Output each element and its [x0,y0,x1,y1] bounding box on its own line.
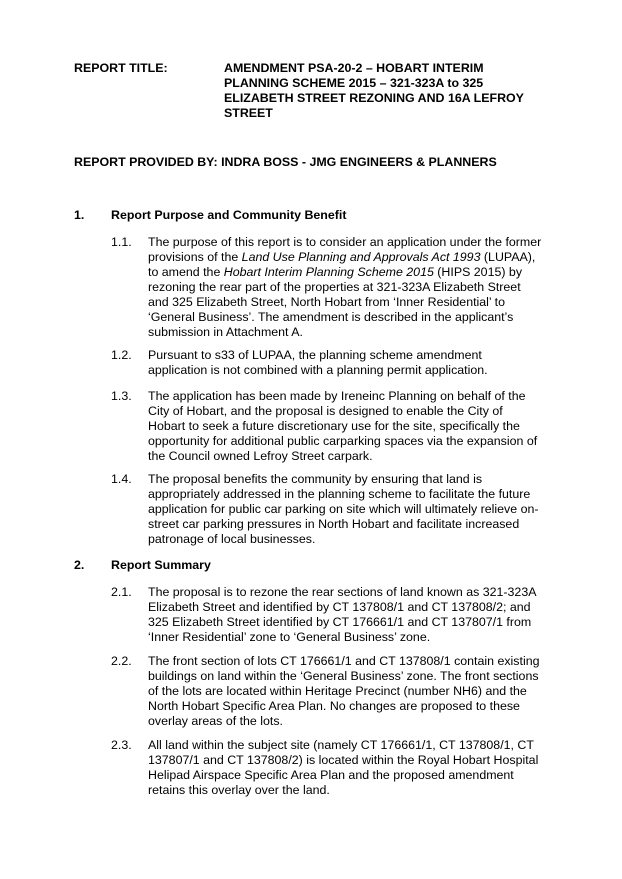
paragraph-text [148,654,560,729]
report-title-line: AMENDMENT PSA-20-2 – HOBART INTERIM [224,61,484,75]
report-provided-by: REPORT PROVIDED BY: INDRA BOSS - JMG ENGINEERS & PLANNERS [74,155,497,169]
paragraph-line: The front section of lots CT 176661/1 and CT 137808/1 contain existing [148,654,540,668]
report-title-line: ELIZABETH STREET REZONING AND 16A LEFROY [224,91,524,105]
paragraph-number: 2.1. [111,585,132,599]
paragraph-line: retains this overlay over the land. [148,783,330,797]
paragraph-line: and 325 Elizabeth Street, North Hobart from ‘Inner Residential’ to [148,295,505,309]
paragraph-line: The purpose of this report is to consider an application under the former [148,235,542,249]
report-title-line: STREET [224,106,273,120]
paragraph-line: The proposal benefits the community by ensuring that land is [148,472,483,486]
paragraph-line: North Hobart Specific Area Plan. No changes are proposed to these [148,699,520,713]
paragraph-line: application for public car parking on site which will ultimately relieve on- [148,502,539,516]
paragraph-line: Hobart to seek a future discretionary use for the site, specifically the [148,419,520,433]
paragraph-number: 2.2. [111,654,132,668]
paragraph-line: application is not combined with a planning permit application. [148,363,488,377]
paragraph-number: 1.1. [111,235,132,249]
paragraph-line: All land within the subject site (namely CT 176661/1, CT 137808/1, CT [148,738,534,752]
paragraph-line: submission in Attachment A. [148,325,303,339]
paragraph-text [148,235,560,340]
paragraph-line: appropriately addressed in the planning scheme to facilitate the future [148,487,531,501]
paragraph-line: of the lots are located within Heritage Precinct (number NH6) and the [148,684,527,698]
section-heading: Report Summary [111,558,211,572]
italic-title: Hobart Interim Planning Scheme 2015 [223,265,434,279]
paragraph-line: The proposal is to rezone the rear sections of land known as 321-323A [148,585,537,599]
paragraph-number: 1.2. [111,348,132,362]
paragraph-line: rezoning the rear part of the properties at 321-323A Elizabeth Street [148,280,521,294]
paragraph-line: Helipad Airspace Specific Area Plan and the proposed amendment [148,768,514,782]
paragraph-line: The application has been made by Ireneinc Planning on behalf of the [148,389,526,403]
paragraph-line: 325 Elizabeth Street identified by CT 176661/1 and CT 137807/1 from [148,615,532,629]
report-title [224,61,524,121]
paragraph-number: 1.4. [111,472,132,486]
paragraph-number: 2.3. [111,738,132,752]
paragraph-line-with-italic: provisions of the Land Use Planning and Approvals Act 1993 (LUPAA), [148,250,536,264]
paragraph-line: Elizabeth Street and identified by CT 137808/1 and CT 137808/2; and [148,600,531,614]
paragraph-line: the Council owned Lefroy Street carpark. [148,449,373,463]
paragraph-line: ‘Inner Residential’ zone to ‘General Business’ zone. [148,630,431,644]
report-title-line: PLANNING SCHEME 2015 – 321-323A to 325 [224,76,484,90]
paragraph-text [148,348,560,378]
paragraph-line: overlay areas of the lots. [148,714,283,728]
paragraph-line: City of Hobart, and the proposal is designed to enable the City of [148,404,503,418]
section-heading: Report Purpose and Community Benefit [111,208,347,222]
report-title-label: REPORT TITLE: [74,61,168,75]
paragraph-line-with-italic: to amend the Hobart Interim Planning Scheme 2015 (HIPS 2015) by [148,265,523,279]
section-number: 1. [74,208,85,222]
paragraph-line: ‘General Business’. The amendment is described in the applicant’s [148,310,514,324]
paragraph-text [148,738,560,798]
paragraph-line: opportunity for additional public carparking spaces via the expansion of [148,434,538,448]
paragraph-line: Pursuant to s33 of LUPAA, the planning scheme amendment [148,348,482,362]
paragraph-line: buildings on land within the ‘General Business’ zone. The front sections [148,669,539,683]
italic-title: Land Use Planning and Approvals Act 1993 [241,250,481,264]
paragraph-text [148,585,560,645]
paragraph-line: street car parking pressures in North Hobart and facilitate increased [148,517,520,531]
section-number: 2. [74,558,85,572]
paragraph-text [148,472,560,547]
paragraph-number: 1.3. [111,389,132,403]
paragraph-text [148,389,560,464]
paragraph-line: 137807/1 and CT 137808/2) is located within the Royal Hobart Hospital [148,753,539,767]
paragraph-line: patronage of local businesses. [148,532,316,546]
